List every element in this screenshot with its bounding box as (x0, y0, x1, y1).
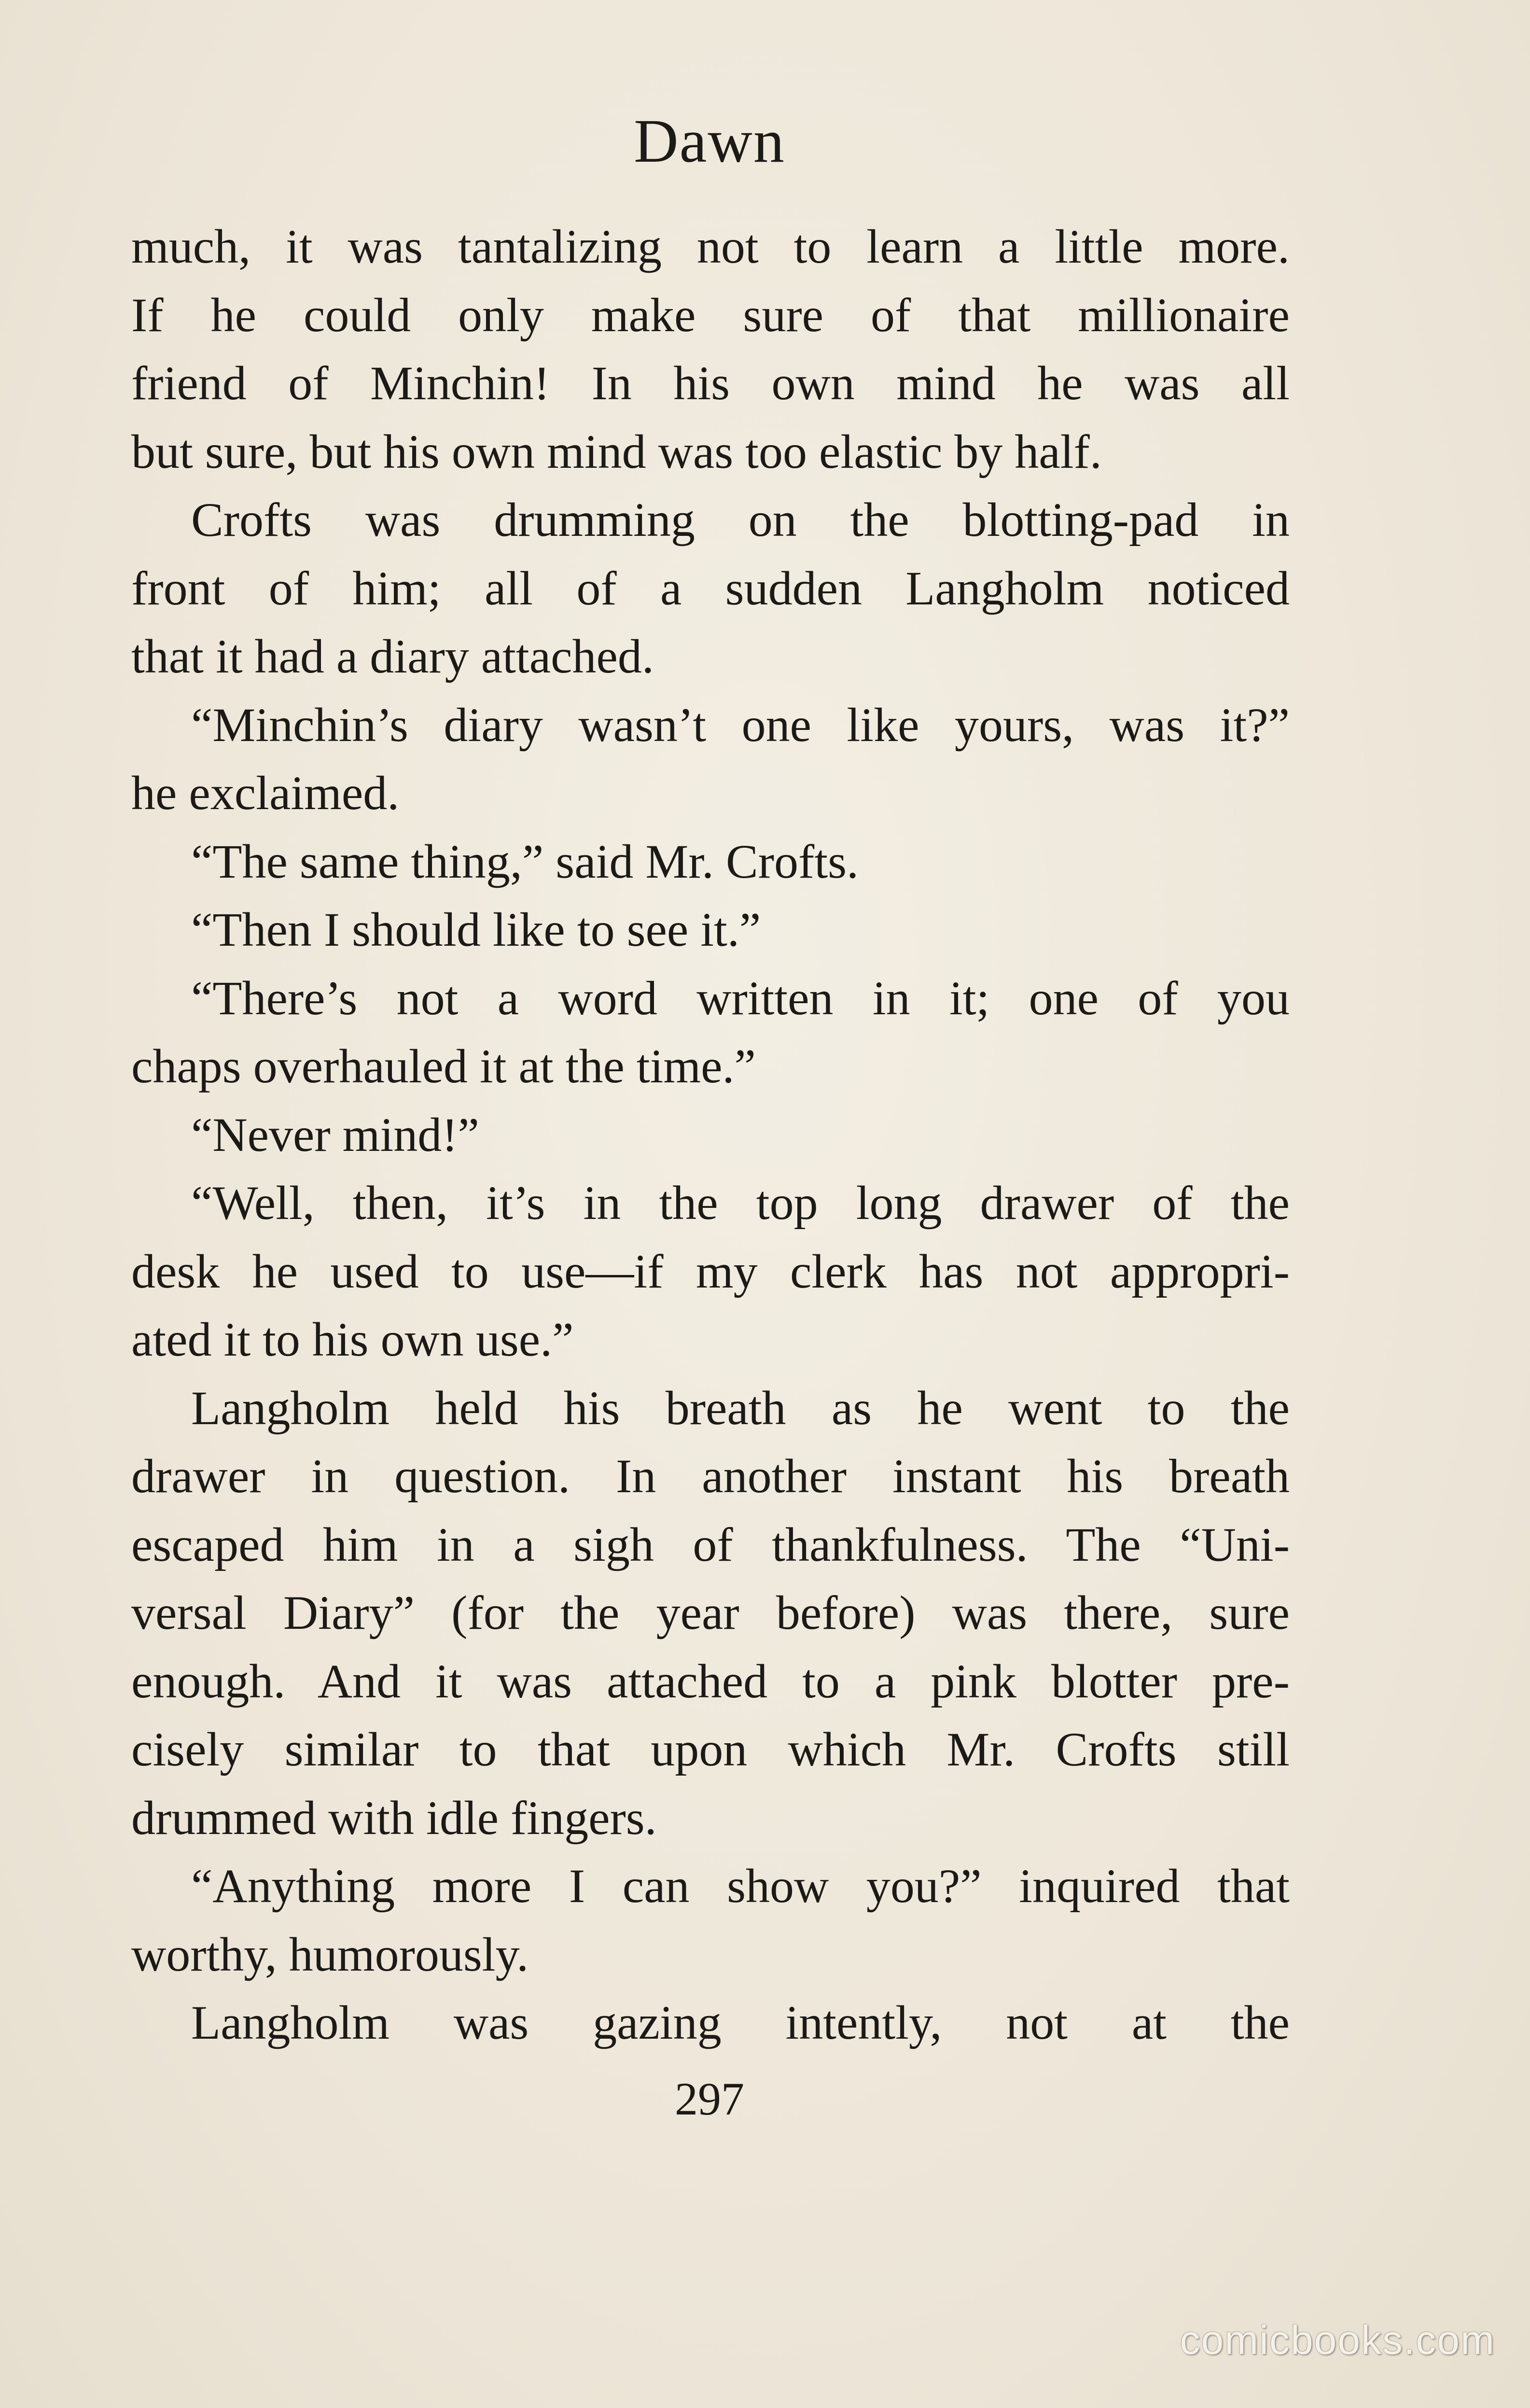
text-line: he exclaimed. (131, 766, 400, 820)
text-line: friend of Minchin! In his own mind he was all (131, 356, 1290, 410)
text-line: “Well, then, it’s in the top long drawer of the (191, 1176, 1290, 1230)
text-line: ated it to his own use.” (131, 1313, 574, 1366)
text-line: Langholm was gazing intently, not at the (191, 1996, 1290, 2049)
text-line: “The same thing,” said Mr. Crofts. (191, 834, 859, 888)
running-head: Dawn (634, 107, 785, 175)
text-line: enough. And it was attached to a pink blotter pre- (131, 1654, 1290, 1708)
text-line: worthy, humorously. (131, 1927, 529, 1981)
text-line: escaped him in a sigh of thankfulness. The “Uni- (131, 1517, 1290, 1571)
body-text (131, 212, 1290, 2057)
text-line: front of him; all of a sudden Langholm noticed (131, 561, 1290, 615)
text-line: “Anything more I can show you?” inquired that (191, 1859, 1290, 1913)
text-line: Crofts was drumming on the blotting-pad in (191, 493, 1290, 546)
text-line: “There’s not a word written in it; one of you (191, 971, 1290, 1025)
text-line: chaps overhauled it at the time.” (131, 1039, 756, 1093)
text-line: much, it was tantalizing not to learn a little more. (131, 220, 1290, 273)
text-line: If he could only make sure of that millionaire (131, 288, 1290, 342)
page-number: 297 (675, 2073, 744, 2125)
text-line: that it had a diary attached. (131, 630, 654, 683)
watermark: comicbooks.com (1180, 2317, 1495, 2363)
text-line: “Never mind!” (191, 1107, 479, 1162)
text-line: drawer in question. In another instant his breath (131, 1449, 1290, 1503)
text-line: drummed with idle fingers. (131, 1791, 657, 1845)
text-line: “Then I should like to see it.” (191, 903, 761, 956)
text-line: desk he used to use—if my clerk has not appropri- (131, 1244, 1290, 1298)
text-line: but sure, but his own mind was too elastic by half. (131, 424, 1102, 478)
text-line: “Minchin’s diary wasn’t one like yours, was it?” (191, 698, 1290, 752)
text-line: cisely similar to that upon which Mr. Crofts still (131, 1722, 1290, 1776)
text-line: Langholm held his breath as he went to the (191, 1381, 1290, 1435)
text-line: versal Diary” (for the year before) was there, sure (131, 1586, 1290, 1639)
